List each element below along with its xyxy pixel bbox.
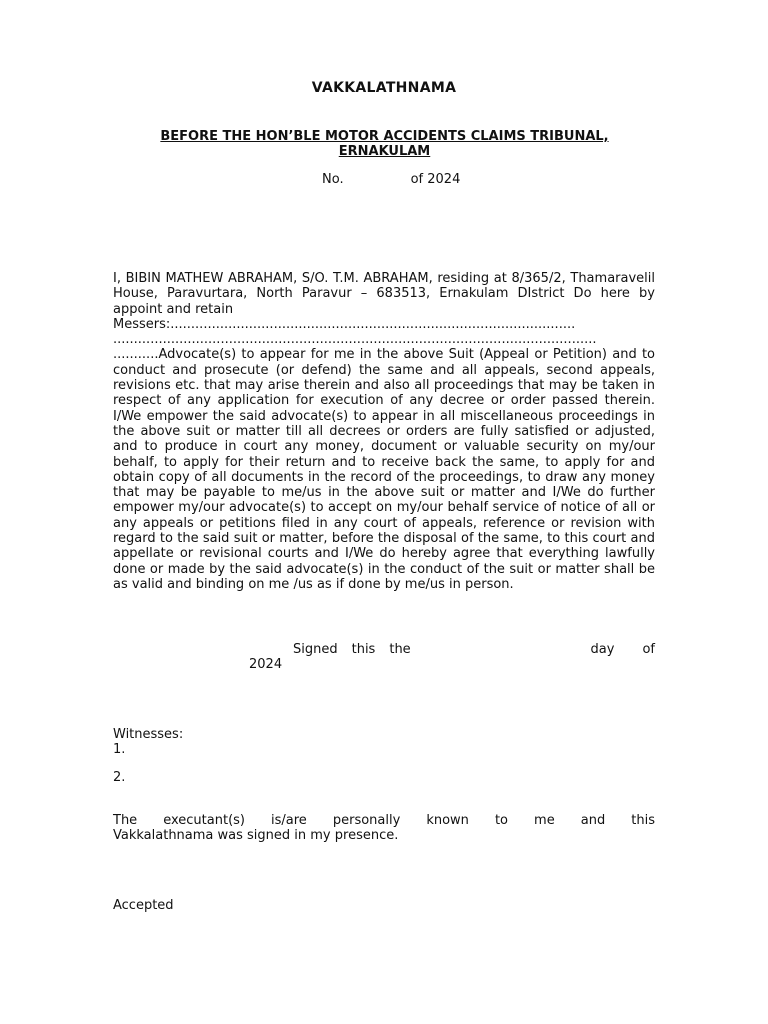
executant-line-1 — [113, 813, 655, 828]
authorization-text: ...........Advocate(s) to appear for me in the above Suit (Appeal or Petition) and to conduct and prosecute (or defend) the same and all appeals, second appeals, revisions etc. that may arise therein and also all proceedings that may be taken in respect of any application for execution of any decree or order passed therein. I/We empower the said advocate(s) to appear in all miscellaneous proceedings in the above suit or matter till all decrees or orders are fully satisfied or adjusted, and to produce in court any money, document or valuable security on my/our behalf, to apply for their return and to receive back the same, to apply for and obtain copy of all documents in the record of the proceedings, to draw any money that may be payable to me/us in the above suit or matter and I/We do further empower my/our advocate(s) to accept on my/our behalf service of notice of all or any appeals or petitions filed in any court of appeals, reference or revision with regard to the said suit or matter, before the disposal of the same, to this court and appellate or revisional courts and I/We do hereby agree that everything lawfully done or made by the said advocate(s) in the conduct of the suit or matter shall be as valid and binding on me /us as if done by me/us in person. — [113, 347, 655, 592]
executant-word: is/are — [271, 813, 307, 828]
this-word: this — [351, 642, 376, 657]
signed-word: Signed — [293, 642, 338, 657]
authorization-paragraph — [113, 271, 655, 592]
executant-word: to — [494, 813, 509, 828]
document-title: VAKKALATHNAMA — [311, 80, 457, 96]
executant-line-2: Vakkalathnama was signed in my presence. — [113, 828, 399, 843]
signed-date-block — [113, 642, 655, 672]
executant-word: known — [426, 813, 469, 828]
client-details: I, BIBIN MATHEW ABRAHAM, S/O. T.M. ABRAHAM, residing at 8/365/2, Thamaravelil House, Paravurtara, North Paravur – 683513, Ernakulam DIstrict Do here by appoint and retain — [113, 271, 655, 317]
executant-word: this — [631, 813, 655, 828]
executant-word: The — [113, 813, 138, 828]
accepted-label: Accepted — [113, 898, 174, 913]
day-word: day — [590, 642, 615, 657]
executant-word: personally — [332, 813, 401, 828]
messers-line: Messers:.................................................................................................. — [113, 316, 576, 332]
witness-1: 1. — [113, 742, 126, 757]
case-no-label: No. — [322, 172, 344, 187]
signed-year: 2024 — [249, 657, 283, 672]
witnesses-label: Witnesses: — [113, 727, 184, 742]
witness-2: 2. — [113, 770, 126, 785]
executant-word: executant(s) — [163, 813, 245, 828]
court-heading: BEFORE THE HON’BLE MOTOR ACCIDENTS CLAIMS TRIBUNAL, ERNAKULAM — [160, 129, 609, 159]
executant-word: and — [580, 813, 606, 828]
executant-statement — [113, 813, 655, 843]
the-word: the — [389, 642, 411, 657]
witnesses-block — [113, 727, 183, 757]
executant-word: me — [534, 813, 555, 828]
case-year: of 2024 — [410, 172, 461, 187]
case-number-line — [322, 172, 460, 187]
of-word: of — [642, 642, 655, 657]
blank-dots-line: ..................................................................................................................... — [113, 332, 597, 348]
